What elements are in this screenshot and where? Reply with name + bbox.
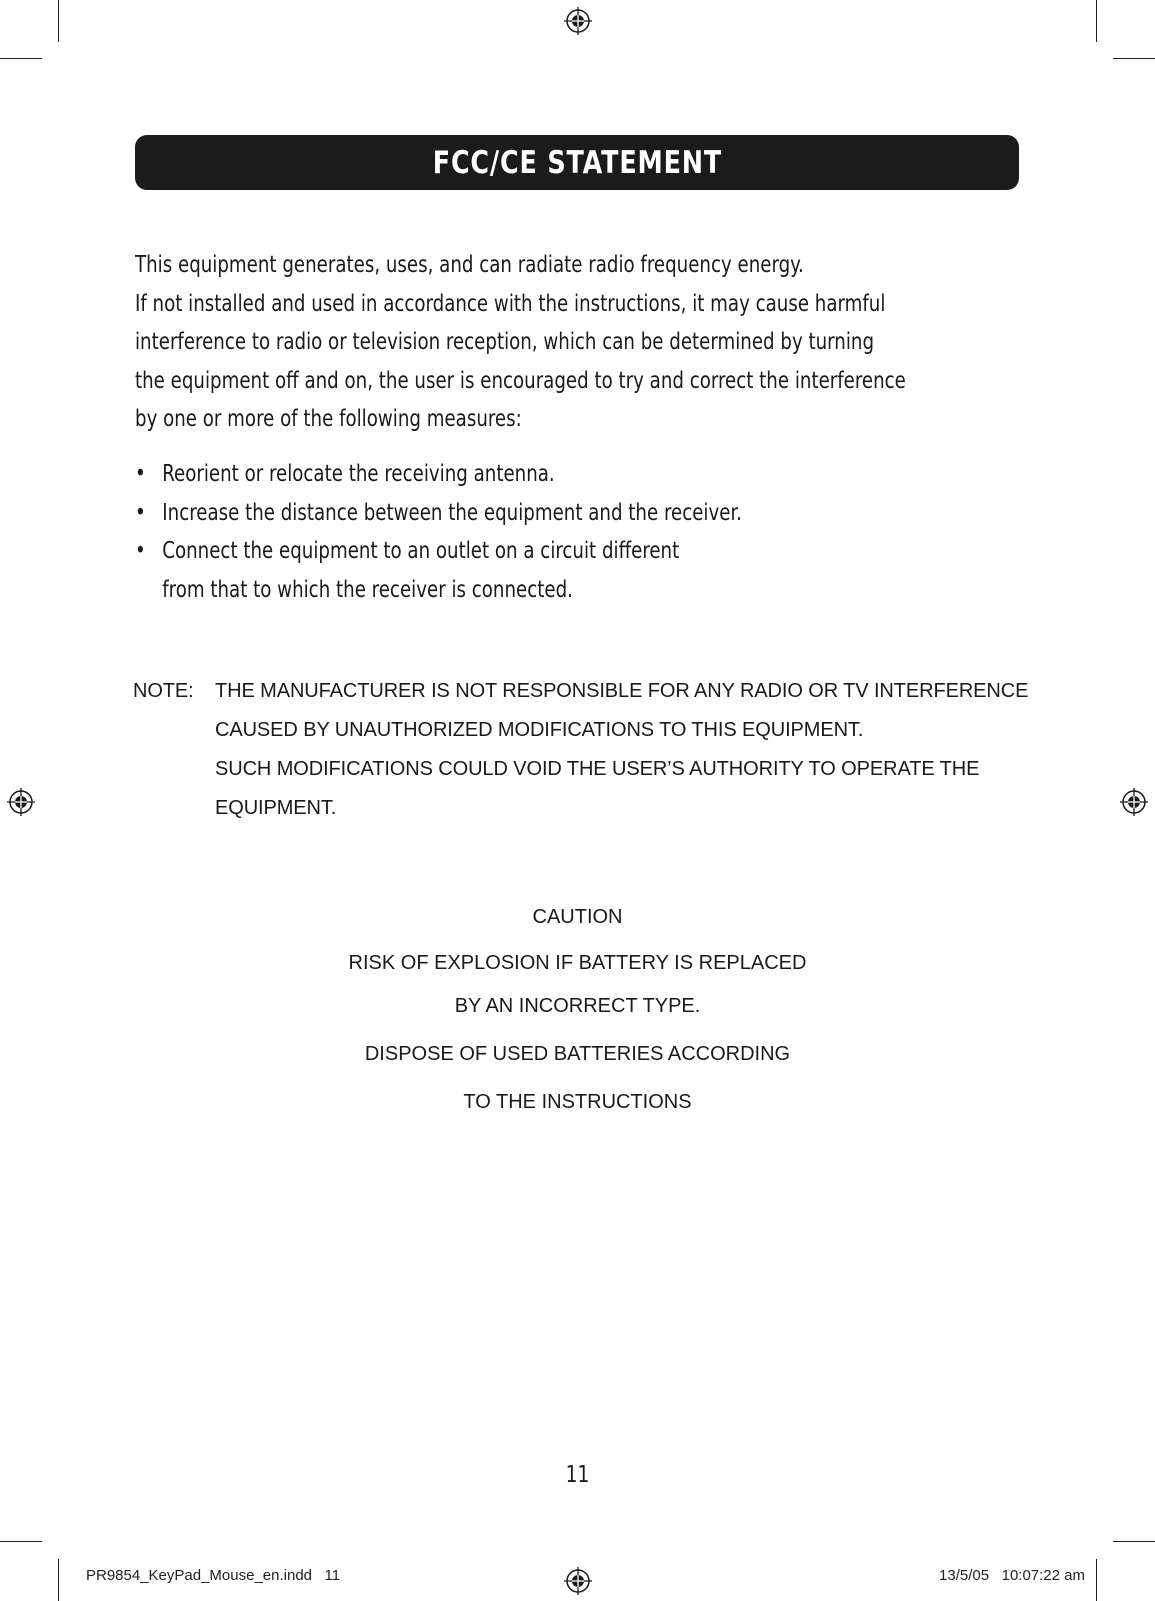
caution-line: RISK OF EXPLOSION IF BATTERY IS REPLACED <box>348 952 807 974</box>
note-line: CAUSED BY UNAUTHORIZED MODIFICATIONS TO THIS EQUIPMENT. <box>215 719 864 741</box>
intro-line: If not installed and used in accordance with the instructions, it may cause harmful <box>135 290 886 317</box>
registration-mark-icon <box>563 6 593 36</box>
crop-mark-top-right <box>1113 58 1155 59</box>
measures-list <box>135 455 927 609</box>
list-item <box>135 455 927 494</box>
intro-line: by one or more of the following measures: <box>135 406 522 432</box>
list-item <box>135 532 927 609</box>
crop-mark-top-left <box>0 58 42 59</box>
slug-timestamp: 13/5/05 10:07:22 am <box>939 1567 1085 1584</box>
bullet-icon: • <box>135 461 146 487</box>
crop-mark-bottom-right <box>1096 1559 1097 1601</box>
registration-mark-icon <box>6 787 36 817</box>
intro-line: This equipment generates, uses, and can radiate radio frequency energy. <box>135 252 804 278</box>
list-item-text: Increase the distance between the equipment and the receiver. <box>162 499 742 526</box>
intro-line: interference to radio or television reception, which can be determined by turning <box>135 329 875 355</box>
crop-mark-bottom-right <box>1113 1541 1155 1542</box>
note-line: EQUIPMENT. <box>215 797 337 819</box>
crop-mark-top-right <box>1096 0 1097 42</box>
registration-mark-icon <box>563 1566 593 1596</box>
caution-heading: CAUTION <box>532 906 623 928</box>
section-header-bar <box>135 135 1019 190</box>
bullet-icon: • <box>135 538 146 564</box>
list-item-text: Connect the equipment to an outlet on a circuit different <box>162 538 680 564</box>
note-body <box>215 672 1028 828</box>
note-line: THE MANUFACTURER IS NOT RESPONSIBLE FOR ANY RADIO OR TV INTERFERENCE <box>215 680 1029 702</box>
crop-mark-top-left <box>58 0 59 42</box>
caution-line: TO THE INSTRUCTIONS <box>463 1091 692 1113</box>
intro-line: the equipment off and on, the user is encouraged to try and correct the interference <box>135 367 906 394</box>
intro-paragraph <box>135 246 927 439</box>
page-title: FCC/CE STATEMENT <box>432 144 722 181</box>
registration-mark-icon <box>1119 787 1149 817</box>
page-number: 11 <box>565 1462 590 1488</box>
bullet-icon: • <box>135 499 146 526</box>
caution-line: DISPOSE OF USED BATTERIES ACCORDING <box>364 1043 791 1065</box>
note-line: SUCH MODIFICATIONS COULD VOID THE USER’S AUTHORITY TO OPERATE THE <box>215 758 980 780</box>
list-item-text: from that to which the receiver is connected. <box>162 576 573 603</box>
list-item-text: Reorient or relocate the receiving antenna. <box>162 461 555 487</box>
crop-mark-bottom-left <box>58 1559 59 1601</box>
list-item <box>135 494 927 533</box>
caution-line: BY AN INCORRECT TYPE. <box>454 995 701 1017</box>
crop-mark-bottom-left <box>0 1541 42 1542</box>
slug-filename: PR9854_KeyPad_Mouse_en.indd 11 <box>86 1567 341 1584</box>
note-label: NOTE: <box>133 680 194 702</box>
